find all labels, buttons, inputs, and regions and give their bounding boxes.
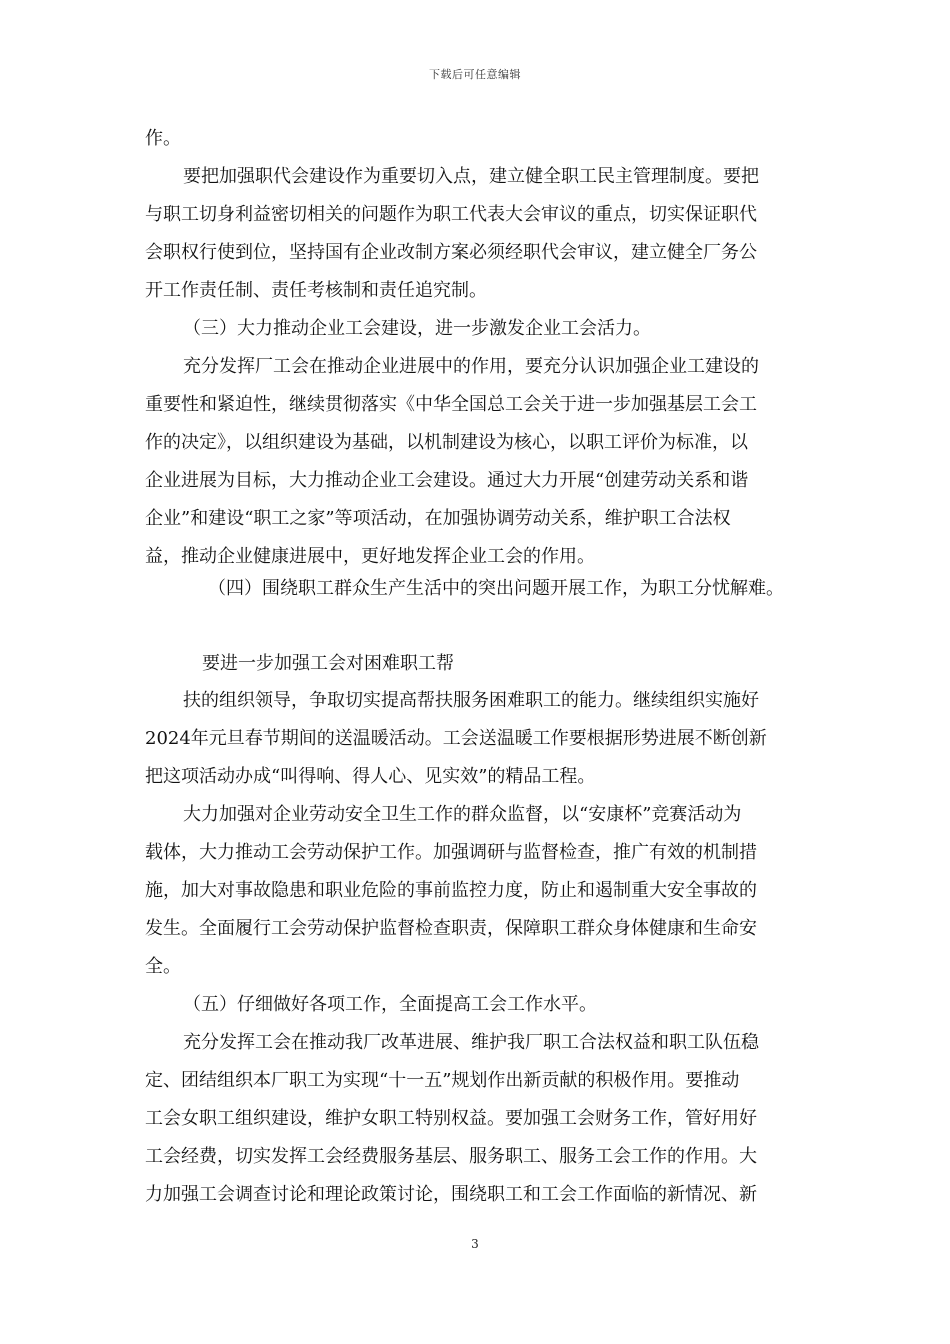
text-line: 重要性和紧迫性，继续贯彻落实《中华全国总工会关于进一步加强基层工会工: [145, 394, 757, 415]
page-header: 下载后可任意编辑: [429, 68, 521, 81]
text-line: 2024年元旦春节期间的送温暖活动。工会送温暖工作要根据形势进展不断创新: [145, 728, 767, 749]
text-line: 扶的组织领导，争取切实提高帮扶服务困难职工的能力。继续组织实施好: [183, 690, 759, 711]
text-line: 开工作责任制、责任考核制和责任追究制。: [145, 280, 487, 301]
text-line: 充分发挥厂工会在推动企业进展中的作用，要充分认识加强企业工建设的: [183, 356, 759, 377]
section-heading: （三）大力推动企业工会建设，进一步激发企业工会活力。: [183, 318, 651, 339]
text-line: 企业进展为目标，大力推动企业工会建设。通过大力开展“创建劳动关系和谐: [145, 470, 749, 491]
text-line: 企业”和建设“职工之家”等项活动，在加强协调劳动关系，维护职工合法权: [145, 508, 731, 529]
page-number: 3: [471, 1237, 479, 1251]
text-line: 作。: [145, 128, 181, 149]
text-line: 益，推动企业健康进展中，更好地发挥企业工会的作用。: [145, 546, 595, 567]
text-line: 作的决定》，以组织建设为基础，以机制建设为核心，以职工评价为标准，以: [145, 432, 748, 453]
text-line: 工会经费，切实发挥工会经费服务基层、服务职工、服务工会工作的作用。大: [145, 1146, 757, 1167]
text-line: 工会女职工组织建设，维护女职工特别权益。要加强工会财务工作，管好用好: [145, 1108, 757, 1129]
text-line: 要把加强职代会建设作为重要切入点，建立健全职工民主管理制度。要把: [183, 166, 759, 187]
text-line: 与职工切身利益密切相关的问题作为职工代表大会审议的重点，切实保证职代: [145, 204, 757, 225]
section-heading: （四）围绕职工群众生产生活中的突出问题开展工作，为职工分忧解难。: [208, 578, 784, 599]
text-line: 要进一步加强工会对困难职工帮: [202, 653, 454, 674]
text-line: 发生。全面履行工会劳动保护监督检查职责，保障职工群众身体健康和生命安: [145, 918, 757, 939]
text-line: 施，加大对事故隐患和职业危险的事前监控力度，防止和遏制重大安全事故的: [145, 880, 757, 901]
text-line: 定、团结组织本厂职工为实现“十一五”规划作出新贡献的积极作用。要推动: [145, 1070, 740, 1091]
text-line: 把这项活动办成“叫得响、得人心、见实效”的精品工程。: [145, 766, 596, 787]
text-line: 载体，大力推动工会劳动保护工作。加强调研与监督检查，推广有效的机制措: [145, 842, 757, 863]
text-line: 力加强工会调查讨论和理论政策讨论，围绕职工和工会工作面临的新情况、新: [145, 1184, 757, 1205]
text-line: 充分发挥工会在推动我厂改革进展、维护我厂职工合法权益和职工队伍稳: [183, 1032, 759, 1053]
text-line: 全。: [145, 956, 181, 977]
section-heading: （五）仔细做好各项工作，全面提高工会工作水平。: [183, 994, 597, 1015]
text-line: 大力加强对企业劳动安全卫生工作的群众监督，以“安康杯”竞赛活动为: [183, 804, 742, 825]
text-line: 会职权行使到位，坚持国有企业改制方案必须经职代会审议，建立健全厂务公: [145, 242, 757, 263]
